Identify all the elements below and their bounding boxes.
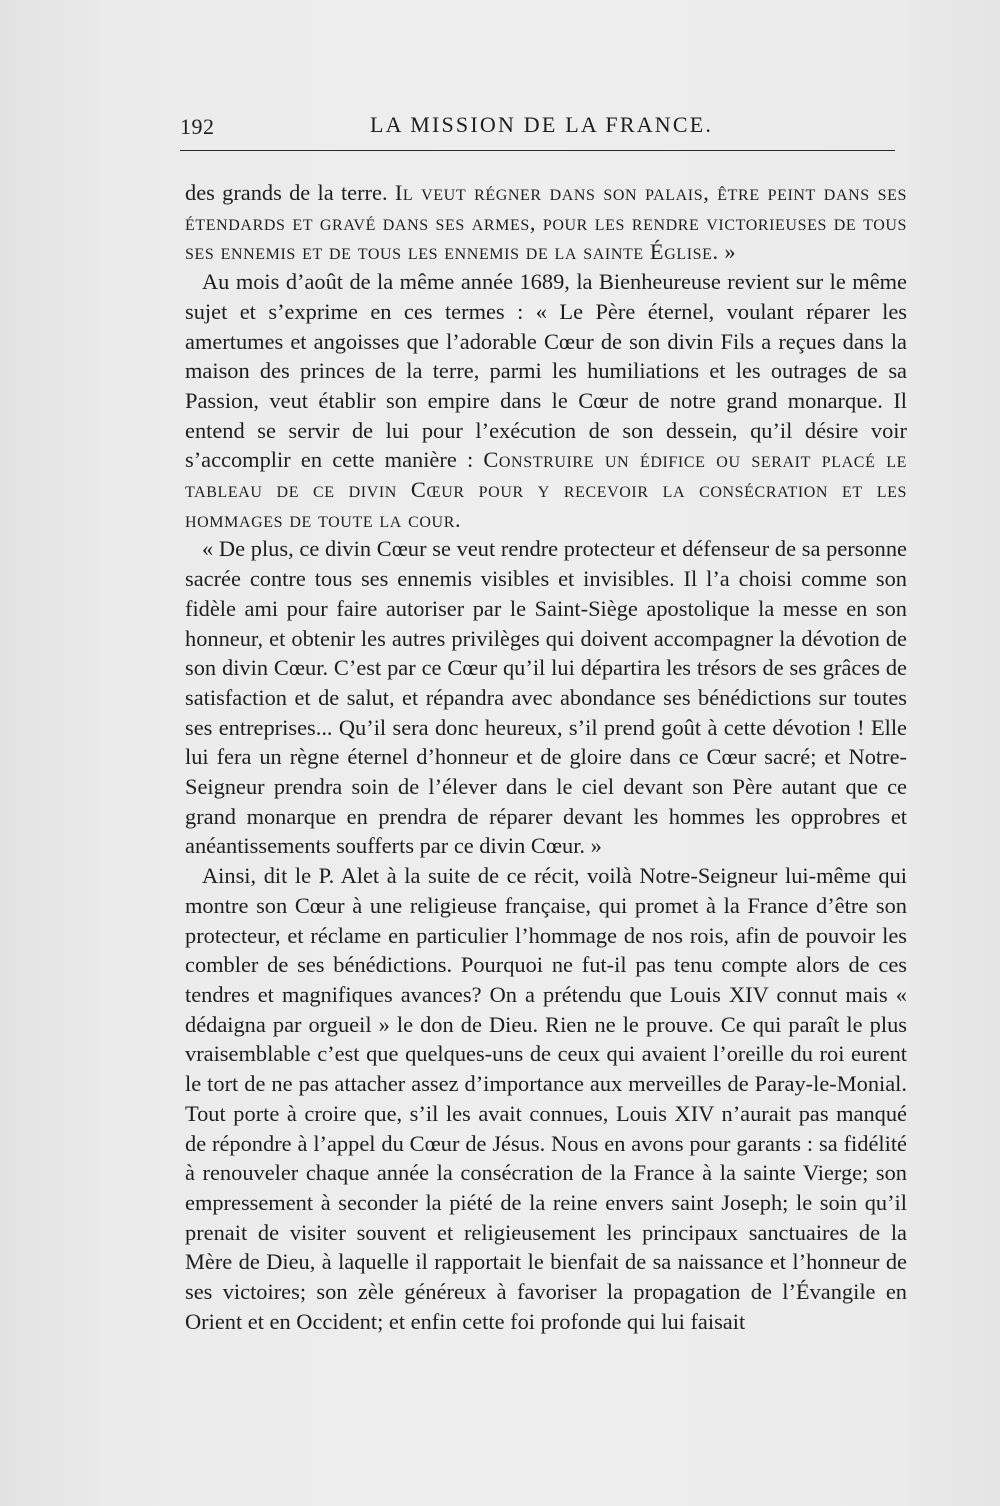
paragraph (185, 267, 907, 534)
paragraph: « De plus, ce divin Cœur se veut rendre protecteur et défenseur de sa personne sacrée contre tous ses ennemis visibles et invisibles. Il l’a choisi comme son fidèle ami pour faire autoriser par le Saint-Siège apostolique la messe en son honneur, et obtenir les autres privilèges qui doivent accompagner la dévotion de son divin Cœur. C’est par ce Cœur qu’il lui départira les trésors de ses grâces de satisfaction et de salut, et répandra avec abondance ses bénédictions sur toutes ses entreprises... Qu’il sera donc heureux, s’il prend goût à cette dévotion ! Elle lui fera un règne éternel d’honneur et de gloire dans ce Cœur sacré; et Notre-Seigneur prendra soin de l’élever dans le ciel devant son Père autant que ce grand monarque en prendra de réparer devant les hommes les opprobres et anéantissements soufferts par ce divin Cœur. » (185, 536, 907, 859)
paragraph: Ainsi, dit le P. Alet à la suite de ce récit, voilà Notre-Seigneur lui-même qui montre son Cœur à une religieuse française, qui promet à la France d’être son protecteur, et réclame en particulier l’hommage de nos rois, afin de pouvoir les combler de ses bénédictions. Pourquoi ne fut-il pas tenu compte alors de ces tendres et magnifiques avances? On a prétendu que Louis XIV connut mais « dédaigna par orgueil » le don de Dieu. Rien ne le prouve. Ce qui paraît le plus vraisemblable c’est que quelques-uns de ceux qui avaient l’oreille du roi eurent le tort de ne pas attacher assez d’importance aux merveilles de Paray-le-Monial. Tout porte à croire que, s’il les avait connues, Louis XIV n’aurait pas manqué de répondre à l’appel du Cœur de Jésus. Nous en avons pour garants : sa fidélité à renouveler chaque année la consécration de la France à la sainte Vierge; son empressement à seconder la piété de la reine envers saint Joseph; le soin qu’il prenait de visiter souvent et religieusement les principaux sanctuaires de la Mère de Dieu, à laquelle il rapportait le bienfait de sa naissance et l’honneur de ses victoires; son zèle généreux à favoriser la propagation de l’Évangile en Orient et en Occident; et enfin cette foi profonde qui lui faisait (185, 863, 907, 1334)
running-head (180, 110, 895, 144)
page-number: 192 (180, 114, 215, 139)
paragraph-1-text: des grands de la terre. (185, 180, 395, 205)
paragraph-continuation (185, 178, 907, 267)
paragraph-1-small-caps: Il veut régner dans son palais, être peint dans ses étendards et gravé dans ses armes, pour les rendre victorieuses de tous ses ennemis et de tous les ennemis de la sainte Église. (185, 180, 907, 265)
paragraph-2-small-caps: Construire un édifice ou serait placé le tableau de ce divin Cœur pour y recevoir la consécration et les hommages de toute la cour. (185, 447, 907, 532)
running-title: LA MISSION DE LA FRANCE. (370, 112, 714, 137)
header-rule (180, 150, 895, 151)
paragraph-2-text: Au mois d’août de la même année 1689, la Bienheureuse revient sur le même sujet et s’exprime en ces termes : « Le Père éternel, voulant réparer les amertumes et angoisses que l’adorable Cœur de son divin Fils a reçues dans la maison des princes de la terre, parmi les humiliations et les outrages de sa Passion, veut établir son empire dans le Cœur de notre grand monarque. Il entend se servir de lui pour l’exécution de son dessein, qu’il désire voir s’accomplir en cette manière : (185, 269, 907, 473)
body-text (185, 178, 907, 1336)
paragraph-1-close-quote: » (718, 239, 736, 265)
